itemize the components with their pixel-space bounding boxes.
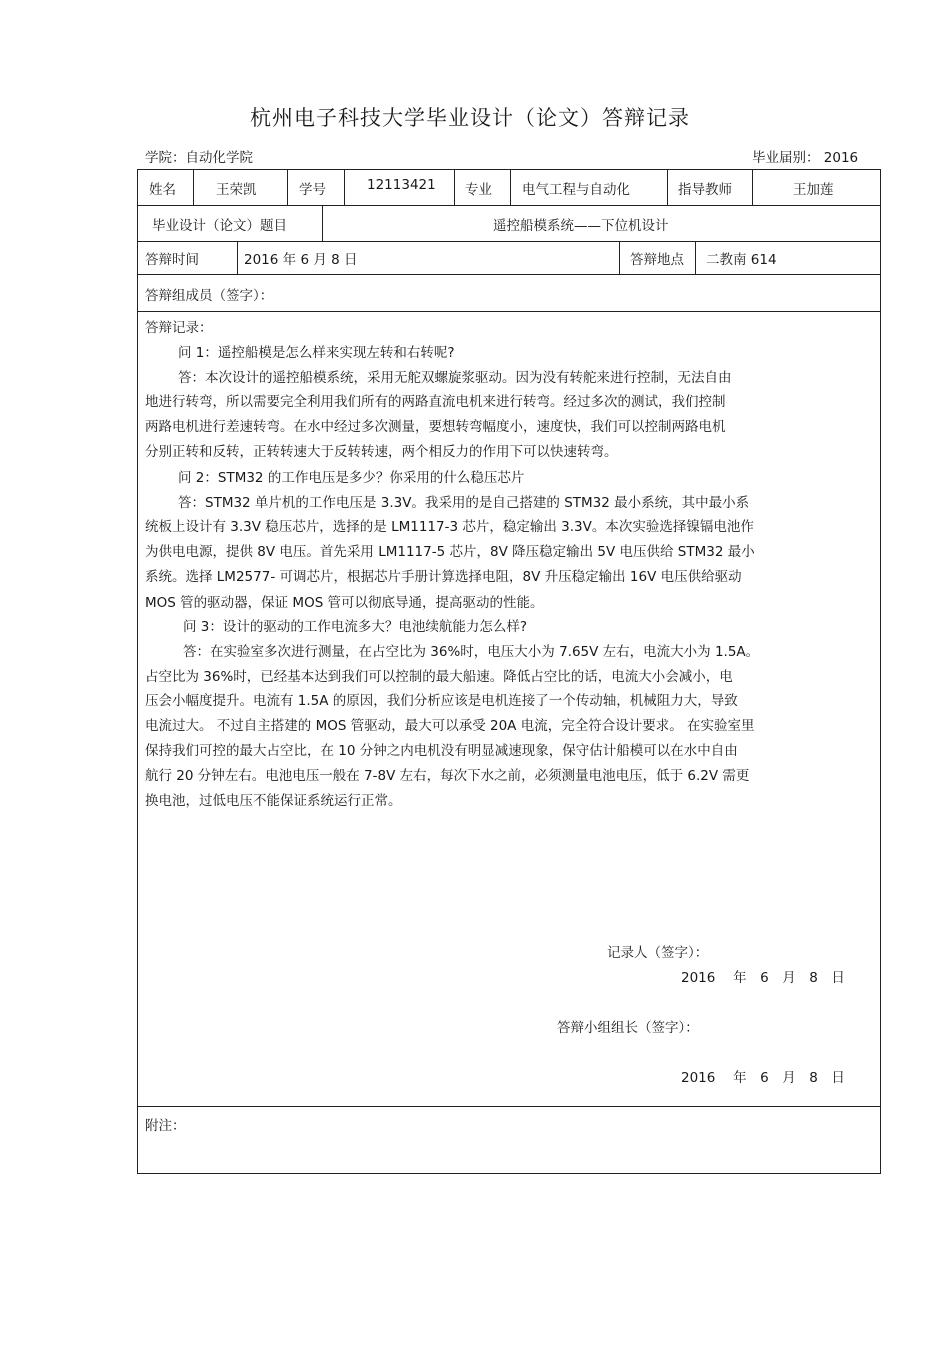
student-id-value: 12113421 — [367, 177, 436, 193]
recorder-signature-date: 2016 年 6 月 8 日 — [681, 970, 845, 986]
defense-place-value: 二教南 614 — [706, 252, 777, 268]
record-line: 答：在实验室多次进行测量，在占空比为 36%时，电压大小为 7.65V 左右，电流大小为 1.5A。 — [183, 644, 760, 660]
record-line: 占空比为 36%时，已经基本达到我们可以控制的最大船速。降低占空比的话，电流大小会减小，电 — [145, 669, 733, 685]
major-value: 电气工程与自动化 — [522, 182, 630, 198]
col-divider — [193, 169, 194, 205]
table-border-top — [137, 169, 881, 170]
name-label: 姓名 — [149, 182, 176, 198]
row-divider — [137, 241, 881, 242]
graduation-year: 毕业届别： 2016 — [752, 150, 859, 166]
col-divider — [287, 169, 288, 205]
record-line: 保持我们可控的最大占空比，在 10 分钟之内电机没有明显减速现象，保守估计船模可以在水中自由 — [145, 743, 738, 759]
record-line: 换电池，过低电压不能保证系统运行正常。 — [145, 793, 402, 809]
table-border-left — [137, 169, 138, 1174]
leader-signature-label: 答辩小组组长（签字）： — [557, 1020, 699, 1036]
college-label: 学院：自动化学院 — [145, 150, 253, 166]
record-line: 统板上设计有 3.3V 稳压芯片，选择的是 LM1117-3 芯片，稳定输出 3.3V。本次实验选择镍镉电池作 — [145, 519, 754, 535]
topic-value: 遥控船模系统——下位机设计 — [493, 218, 669, 234]
col-divider — [237, 241, 238, 274]
student-id-label: 学号 — [299, 182, 326, 198]
record-line: 问 3：设计的驱动的工作电流多大？电池续航能力怎么样? — [183, 619, 528, 635]
recorder-signature-label: 记录人（签字）： — [607, 945, 709, 961]
advisor-label: 指导教师 — [678, 182, 732, 198]
topic-label: 毕业设计（论文）题目 — [152, 218, 287, 234]
col-divider — [667, 169, 668, 205]
col-divider — [454, 169, 455, 205]
defense-place-label: 答辩地点 — [630, 252, 684, 268]
major-label: 专业 — [465, 182, 492, 198]
col-divider — [695, 241, 696, 274]
notes-label: 附注： — [145, 1118, 186, 1134]
col-divider — [752, 169, 753, 205]
record-line: 问 2：STM32 的工作电压是多少？你采用的什么稳压芯片 — [178, 470, 525, 486]
record-line: 航行 20 分钟左右。电池电压一般在 7-8V 左右，每次下水之前，必须测量电池电压，低于 6.2V 需更 — [145, 768, 750, 784]
record-line: 两路电机进行差速转弯。在水中经过多次测量，要想转弯幅度小，速度快，我们可以控制两路电机 — [145, 419, 726, 435]
record-line: 答：STM32 单片机的工作电压是 3.3V。我采用的是自己搭建的 STM32 最小系统，其中最小系 — [178, 495, 750, 511]
col-divider — [344, 169, 345, 205]
name-value: 王荣凯 — [216, 182, 257, 198]
table-border-right — [880, 169, 881, 1174]
record-line: 电流过大。 不过自主搭建的 MOS 管驱动，最大可以承受 20A 电流，完全符合设计要求。 在实验室里 — [145, 718, 755, 734]
col-divider — [510, 169, 511, 205]
row-divider — [137, 1106, 881, 1107]
defense-time-label: 答辩时间 — [145, 252, 199, 268]
record-line: 地进行转弯，所以需要完全利用我们所有的两路直流电机来进行转弯。经过多次的测试，我们控制 — [145, 394, 726, 410]
committee-members-label: 答辩组成员（签字）： — [145, 288, 274, 304]
record-line: 答：本次设计的遥控船模系统，采用无舵双螺旋浆驱动。因为没有转舵来进行控制，无法自由 — [178, 370, 732, 386]
row-divider — [137, 311, 881, 312]
col-divider — [322, 205, 323, 241]
record-line: MOS 管的驱动器，保证 MOS 管可以彻底导通，提高驱动的性能。 — [145, 595, 544, 611]
defense-time-value: 2016 年 6 月 8 日 — [244, 252, 358, 268]
record-line: 为供电电源，提供 8V 电压。首先采用 LM1117-5 芯片，8V 降压稳定输出 5V 电压供给 STM32 最小 — [145, 544, 755, 560]
record-line: 问 1：遥控船模是怎么样来实现左转和右转呢? — [178, 345, 455, 361]
advisor-value: 王加莲 — [793, 182, 834, 198]
row-divider — [137, 274, 881, 275]
record-line: 系统。选择 LM2577- 可调芯片，根据芯片手册计算选择电阻，8V 升压稳定输出 16V 电压供给驱动 — [145, 569, 742, 585]
leader-signature-date: 2016 年 6 月 8 日 — [681, 1070, 845, 1086]
record-line: 分别正转和反转，正转转速大于反转转速，两个相反力的作用下可以快速转弯。 — [145, 444, 618, 460]
table-border-bottom — [137, 1173, 881, 1174]
row-divider — [137, 205, 881, 206]
record-label: 答辩记录： — [145, 320, 213, 336]
page-title: 杭州电子科技大学毕业设计（论文）答辩记录 — [250, 106, 690, 130]
record-line: 压会小幅度提升。电流有 1.5A 的原因，我们分析应该是电机连接了一个传动轴，机械阻力大，导致 — [145, 693, 738, 709]
